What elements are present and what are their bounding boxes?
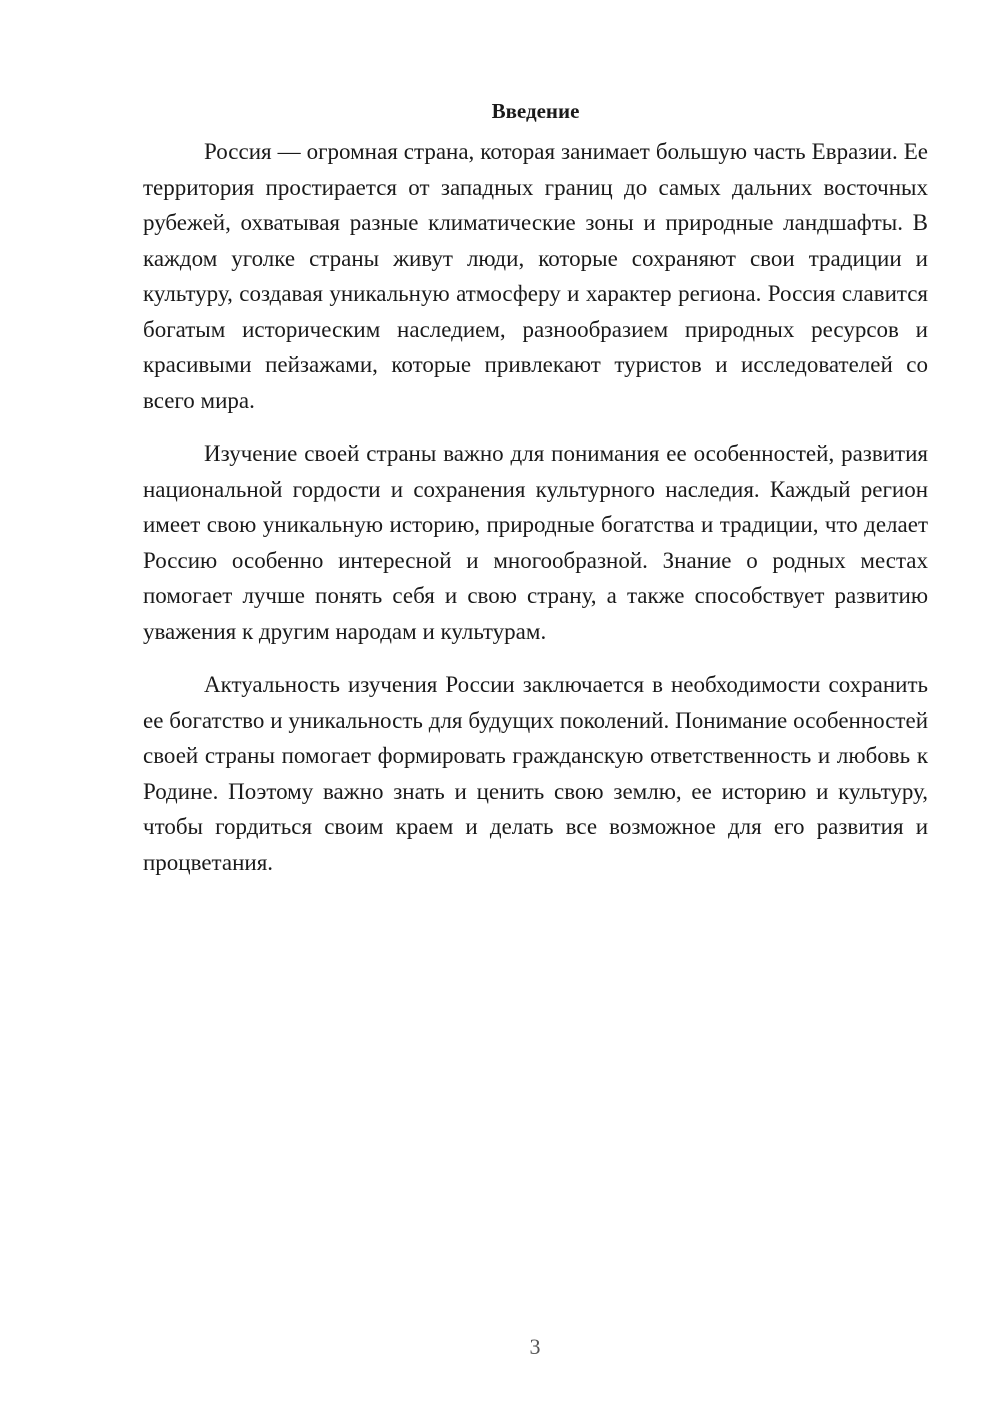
section-heading: Введение (491, 99, 580, 123)
paragraph-1: Россия — огромная страна, которая занимает большую часть Евразии. Ее территория простирается от западных границ до самых дальних восточных рубежей, охватывая разные климатические зоны и природные ландшафты. В каждом уголке страны живут люди, которые сохраняют свои традиции и культуру, создавая уникальную атмосферу и характер региона. Россия славится богатым историческим наследием, разнообразием природных ресурсов и красивыми пейзажами, которые привлекают туристов и исследователей со всего мира. (143, 139, 928, 413)
page-number: 3 (529, 1334, 541, 1359)
page-content (143, 94, 928, 880)
paragraph-3: Актуальность изучения России заключается в необходимости сохранить ее богатство и уникальность для будущих поколений. Понимание особенностей своей страны помогает формировать гражданскую ответственность и любовь к Родине. Поэтому важно знать и ценить свою землю, ее историю и культуру, чтобы гордиться своим краем и делать все возможное для его развития и процветания. (143, 672, 928, 875)
paragraph-2: Изучение своей страны важно для понимания ее особенностей, развития национальной гордости и сохранения культурного наследия. Каждый регион имеет свою уникальную историю, природные богатства и традиции, что делает Россию особенно интересной и многообразной. Знание о родных местах помогает лучше понять себя и свою страну, а также способствует развитию уважения к другим народам и культурам. (143, 441, 928, 644)
